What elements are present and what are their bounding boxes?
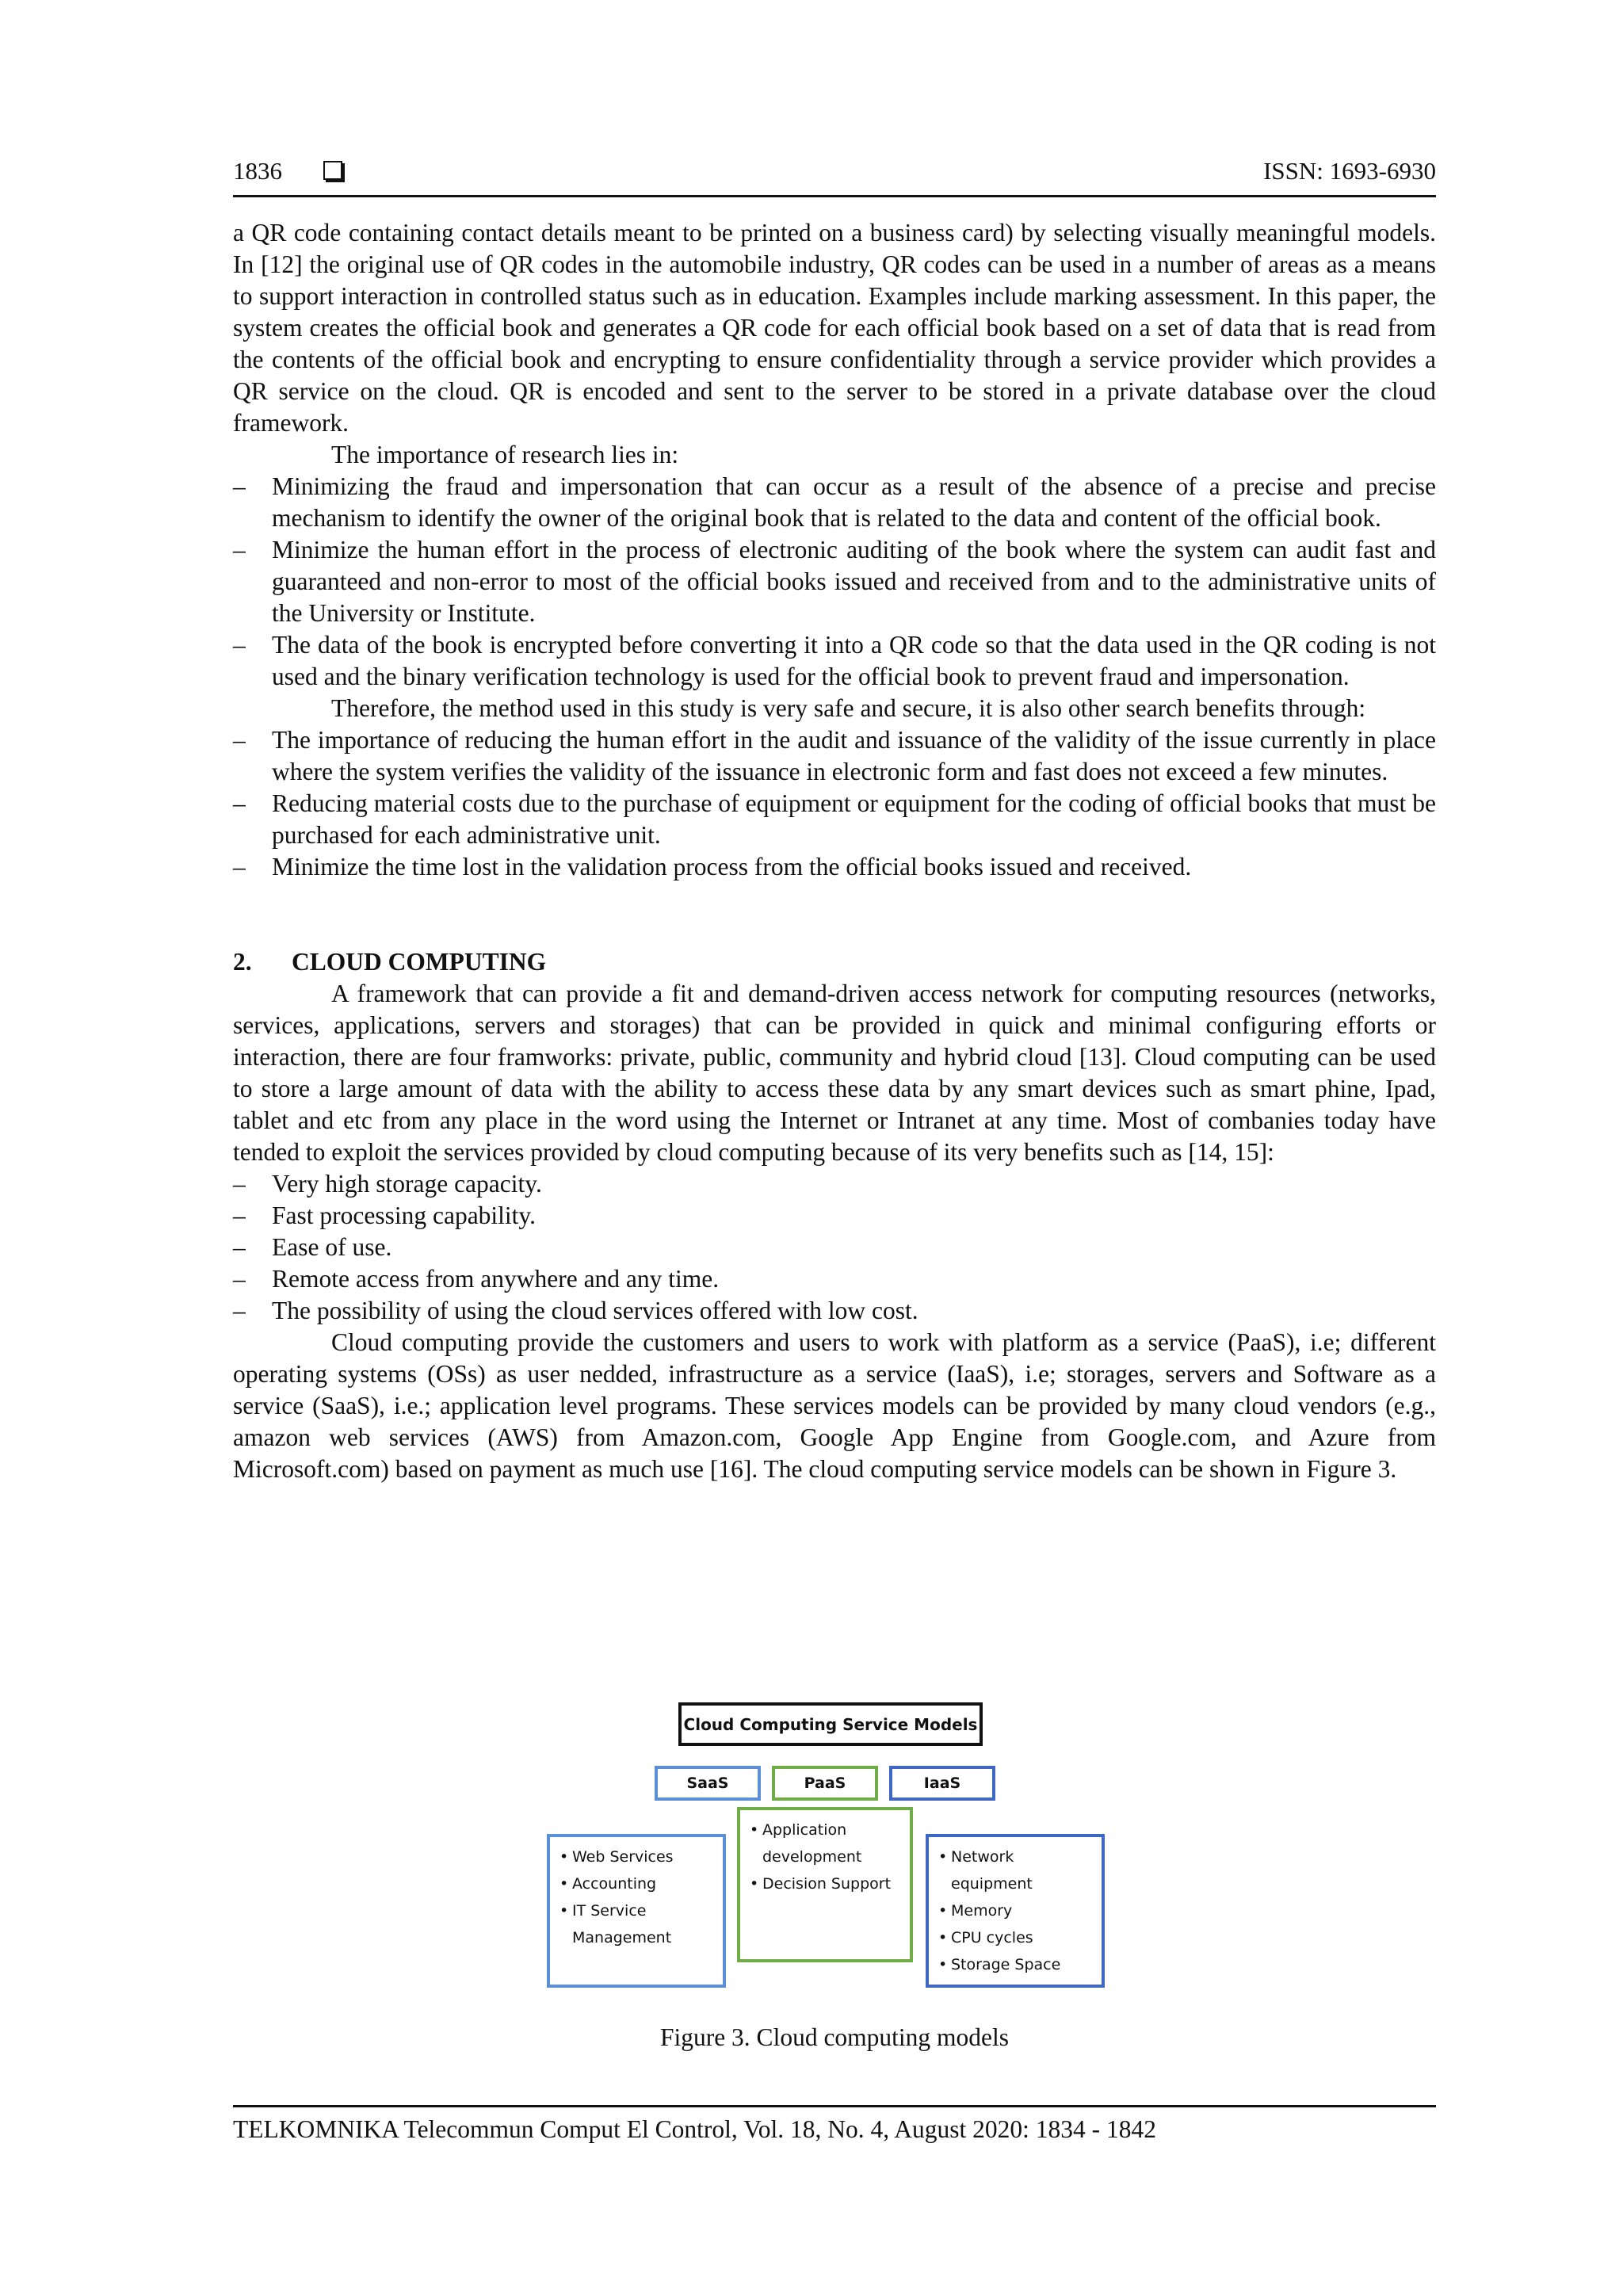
- list-item: – Ease of use.: [233, 1232, 1436, 1263]
- list-item: – The importance of reducing the human effort in the audit and issuance of the validity of the issue currently in place where the system verifies the validity of the issuance in electronic form and fast does not exceed a few minutes.: [233, 724, 1436, 788]
- journal-citation: TELKOMNIKA Telecommun Comput El Control, Vol. 18, No. 4, August 2020: 1834 - 1842: [233, 2115, 1157, 2143]
- paragraph: Therefore, the method used in this study is very safe and secure, it is also other search benefits through:: [331, 694, 1366, 722]
- paas-list-box: [737, 1807, 913, 1962]
- list-item: – Reducing material costs due to the purchase of equipment or equipment for the coding of official books that must be purchased for each administrative unit.: [233, 788, 1436, 851]
- paragraph: The importance of research lies in:: [331, 441, 679, 468]
- list-item: – Fast processing capability.: [233, 1200, 1436, 1232]
- section-title: CLOUD COMPUTING: [292, 948, 547, 976]
- list-item: – Minimize the time lost in the validation process from the official books issued and received.: [233, 851, 1436, 883]
- list-item: – The data of the book is encrypted before converting it into a QR code so that the data used in the QR coding is not used and the binary verification technology is used for the official book to prevent fraud and impersonation.: [233, 629, 1436, 693]
- list-item: – Very high storage capacity.: [233, 1168, 1436, 1200]
- square-icon: [323, 161, 342, 180]
- list-item: • CPU cycles: [938, 1924, 1092, 1951]
- figure-title-box: Cloud Computing Service Models: [678, 1702, 983, 1746]
- list-item: • Storage Space: [938, 1951, 1092, 1978]
- list-item: • Web Services: [559, 1843, 713, 1870]
- list-item: • Memory: [938, 1897, 1092, 1924]
- section-heading: [233, 946, 1436, 978]
- body-text: [233, 217, 1436, 1485]
- list-item: • Accounting: [559, 1870, 713, 1897]
- saas-header: SaaS: [655, 1766, 761, 1801]
- list-item: – Minimize the human effort in the process of electronic auditing of the book where the system can audit fast and guaranteed and non-error to most of the official books issued and received from and to the administrative units of the University or Institute.: [233, 534, 1436, 629]
- list-item: – Remote access from anywhere and any time.: [233, 1263, 1436, 1295]
- iaas-header: IaaS: [889, 1766, 995, 1801]
- saas-list-box: [547, 1834, 726, 1988]
- list-item: – The possibility of using the cloud services offered with low cost.: [233, 1295, 1436, 1327]
- iaas-list-box: [926, 1834, 1105, 1988]
- figure-cloud-models: [547, 1702, 1117, 1988]
- paas-header: PaaS: [772, 1766, 878, 1801]
- list-item: • Application development: [750, 1817, 900, 1870]
- page-footer: [233, 2105, 1436, 2145]
- paragraph: a QR code containing contact details meant to be printed on a business card) by selecting visually meaningful models. In [12] the original use of QR codes in the automobile industry, QR codes can be used in a number of areas as a means to support interaction in controlled status such as in education. Examples include marking assessment. In this paper, the system creates the official book and generates a QR code for each official book based on a set of data that is read from the contents of the official book and encrypting to ensure confidentiality through a service provider which provides a QR service on the cloud. QR is encoded and sent to the server to be stored in a private database over the cloud framework.: [233, 219, 1436, 437]
- list-item: • Decision Support: [750, 1870, 900, 1897]
- page-number: 1836: [233, 157, 282, 185]
- page-header: [233, 154, 1436, 197]
- list-item: – Minimizing the fraud and impersonation that can occur as a result of the absence of a precise and precise mechanism to identify the owner of the original book that is related to the data and content of the official book.: [233, 471, 1436, 534]
- figure-caption: Figure 3. Cloud computing models: [659, 2023, 1010, 2051]
- list-item: • IT Service Management: [559, 1897, 713, 1951]
- paragraph: Cloud computing provide the customers and users to work with platform as a service (PaaS), i.e; different operating systems (OSs) as user nedded, infrastructure as a service (IaaS), i.e; storages, servers and Software as a service (SaaS), i.e.; application level programs. These services models can be provided by many cloud vendors (e.g., amazon web services (AWS) from Amazon.com, Google App Engine from Google.com, and Azure from Microsoft.com) based on payment as much use [16]. The cloud computing service models can be shown in Figure 3.: [233, 1328, 1436, 1483]
- issn: ISSN: 1693-6930: [1263, 157, 1436, 185]
- section-number: 2.: [233, 948, 252, 976]
- paragraph: A framework that can provide a fit and demand-driven access network for computing resources (networks, services, applications, servers and storages) that can be provided in quick and minimal configuring efforts or interaction, there are four framworks: private, public, community and hybrid cloud [13]. Cloud computing can be used to store a large amount of data with the ability to access these data by any smart devices such as smart phine, Ipad, tablet and etc from any place in the word using the Internet or Intranet at any time. Most of combanies today have tended to exploit the services provided by cloud computing because of its very benefits such as [14, 15]:: [233, 980, 1436, 1166]
- list-item: • Network equipment: [938, 1843, 1092, 1897]
